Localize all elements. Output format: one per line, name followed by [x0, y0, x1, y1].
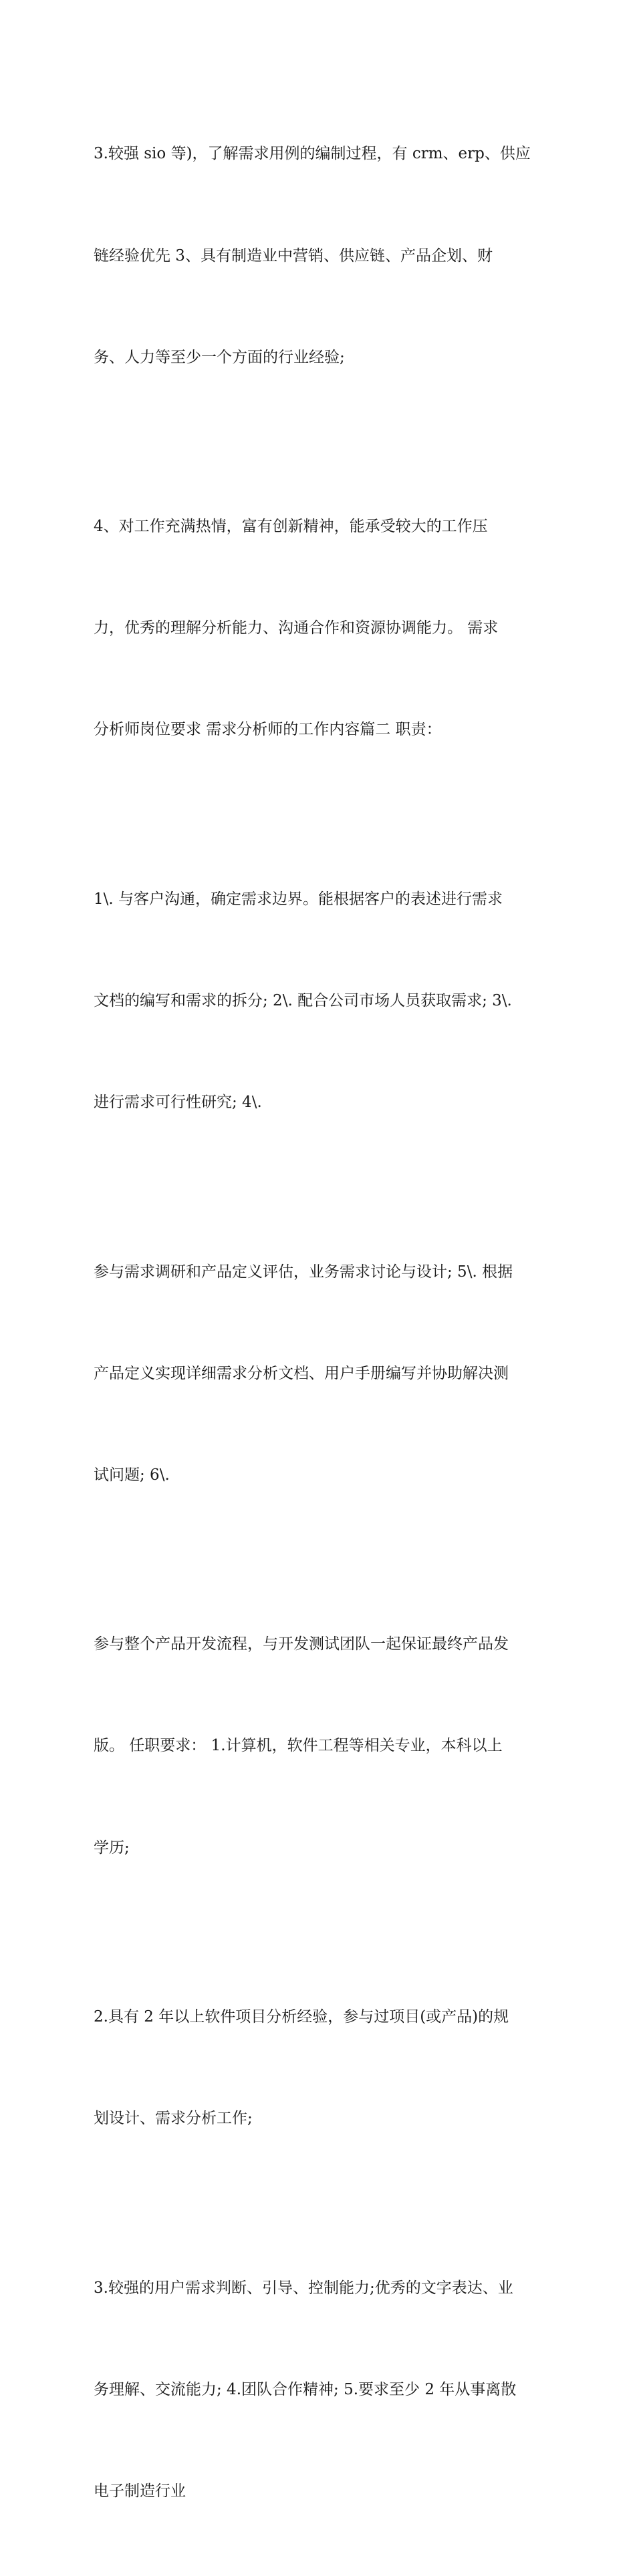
text-line: 版。 任职要求： 1.计算机，软件工程等相关专业，本科以上: [94, 1737, 503, 1755]
document-body: [94, 69, 555, 2576]
text-line: 务、人力等至少一个方面的行业经验;: [94, 348, 345, 366]
text-line: 1\. 与客户沟通，确定需求边界。能根据客户的表述进行需求: [94, 890, 503, 908]
paragraph-4: [94, 1187, 555, 1560]
paragraph-5: [94, 1560, 555, 1933]
paragraph-2: [94, 442, 555, 815]
text-line: 电子制造行业: [94, 2482, 186, 2500]
text-line: 参与需求调研和产品定义评估，业务需求讨论与设计; 5\. 根据: [94, 1263, 513, 1281]
text-line: 4、对工作充满热情，富有创新精神，能承受较大的工作压: [94, 518, 488, 536]
text-line: 3.较强 sio 等)，了解需求用例的编制过程，有 crm、erp、供应: [94, 145, 531, 163]
paragraph-7: [94, 2203, 555, 2576]
text-line: 3.较强的用户需求判断、引导、控制能力;优秀的文字表达、业: [94, 2279, 513, 2297]
text-line: 2.具有 2 年以上软件项目分析经验，参与过项目(或产品)的规: [94, 2008, 509, 2026]
text-line: 进行需求可行性研究; 4\.: [94, 1094, 262, 1112]
text-line: 学历;: [94, 1838, 130, 1857]
text-line: 文档的编写和需求的拆分; 2\. 配合公司市场人员获取需求; 3\.: [94, 991, 512, 1009]
paragraph-3: [94, 814, 555, 1187]
text-line: 务理解、交流能力; 4.团队合作精神; 5.要求至少 2 年从事离散: [94, 2380, 517, 2398]
text-line: 划设计、需求分析工作;: [94, 2110, 253, 2128]
text-line: 产品定义实现详细需求分析文档、用户手册编写并协助解决测: [94, 1364, 509, 1382]
text-line: 链经验优先 3、具有制造业中营销、供应链、产品企划、财: [94, 247, 493, 265]
text-line: 分析师岗位要求 需求分析师的工作内容篇二 职责：: [94, 721, 442, 739]
text-line: 试问题; 6\.: [94, 1466, 170, 1484]
text-line: 力，优秀的理解分析能力、沟通合作和资源协调能力。 需求: [94, 619, 499, 637]
text-line: 参与整个产品开发流程，与开发测试团队一起保证最终产品发: [94, 1635, 509, 1653]
paragraph-1: [94, 69, 555, 442]
paragraph-6: [94, 1933, 555, 2204]
